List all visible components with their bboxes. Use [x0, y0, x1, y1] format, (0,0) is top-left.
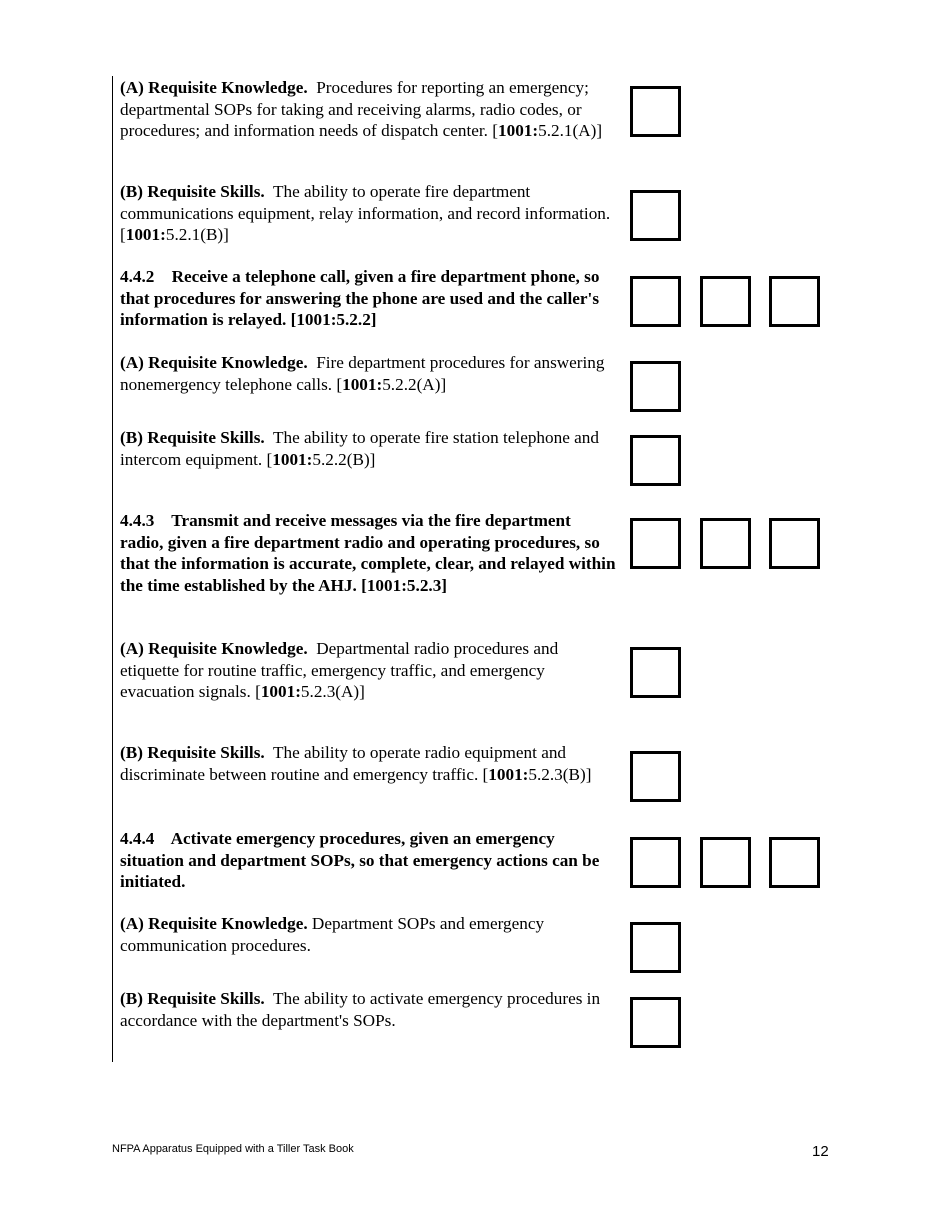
signoff-checkbox[interactable] — [630, 647, 681, 698]
requisite-skills-5-2-1b: (B) Requisite Skills. The ability to operate fire department communications equipment, relay information, and record information. [1001:5.2.1(B)] — [120, 182, 611, 244]
signoff-checkbox[interactable] — [630, 518, 681, 569]
signoff-checkbox[interactable] — [630, 922, 681, 973]
section-heading-4-4-4: 4.4.4 Activate emergency procedures, given an emergency situation and department SOPs, so that emergency actions can be initiated. — [120, 829, 600, 891]
signoff-checkbox[interactable] — [630, 997, 681, 1048]
requisite-knowledge-4-4-4a: (A) Requisite Knowledge. Department SOPs and emergency communication procedures. — [120, 914, 545, 955]
signoff-checkbox[interactable] — [630, 86, 681, 137]
left-margin-rule — [112, 76, 113, 1062]
signoff-checkbox[interactable] — [630, 190, 681, 241]
signoff-checkbox[interactable] — [769, 518, 820, 569]
footer-title: NFPA Apparatus Equipped with a Tiller Task Book — [112, 1143, 354, 1155]
signoff-checkbox[interactable] — [700, 518, 751, 569]
signoff-checkbox[interactable] — [700, 276, 751, 327]
signoff-checkbox[interactable] — [630, 276, 681, 327]
section-heading-4-4-2: 4.4.2 Receive a telephone call, given a fire department phone, so that procedures for answering the phone are used and the caller's information is relayed. [1001:5.2.2] — [120, 267, 600, 329]
requisite-knowledge-5-2-1a: (A) Requisite Knowledge. Procedures for reporting an emergency; departmental SOPs for taking and receiving alarms, radio codes, or procedures; and information needs of dispatch center. [1001:5.2.1(A)] — [120, 78, 603, 140]
signoff-checkbox[interactable] — [769, 837, 820, 888]
signoff-checkbox[interactable] — [630, 751, 681, 802]
requisite-skills-5-2-2b: (B) Requisite Skills. The ability to operate fire station telephone and intercom equipment. [1001:5.2.2(B)] — [120, 428, 599, 469]
requisite-knowledge-5-2-2a: (A) Requisite Knowledge. Fire department procedures for answering nonemergency telephone calls. [1001:5.2.2(A)] — [120, 353, 605, 394]
signoff-checkbox[interactable] — [630, 361, 681, 412]
requisite-skills-4-4-4b: (B) Requisite Skills. The ability to activate emergency procedures in accordance with the department's SOPs. — [120, 989, 601, 1030]
signoff-checkbox[interactable] — [700, 837, 751, 888]
requisite-skills-5-2-3b: (B) Requisite Skills. The ability to operate radio equipment and discriminate between routine and emergency traffic. [1001:5.2.3(B)] — [120, 743, 592, 784]
signoff-checkbox[interactable] — [769, 276, 820, 327]
signoff-checkbox[interactable] — [630, 435, 681, 486]
page-number: 12 — [812, 1143, 829, 1160]
requisite-knowledge-5-2-3a: (A) Requisite Knowledge. Departmental radio procedures and etiquette for routine traffic, emergency traffic, and emergency evacuation signals. [1001:5.2.3(A)] — [120, 639, 559, 701]
signoff-checkbox[interactable] — [630, 837, 681, 888]
section-heading-4-4-3: 4.4.3 Transmit and receive messages via the fire department radio, given a fire department radio and operating procedures, so that the information is accurate, complete, clear, and relayed within the time established by the AHJ. [1001:5.2.3] — [120, 511, 616, 595]
